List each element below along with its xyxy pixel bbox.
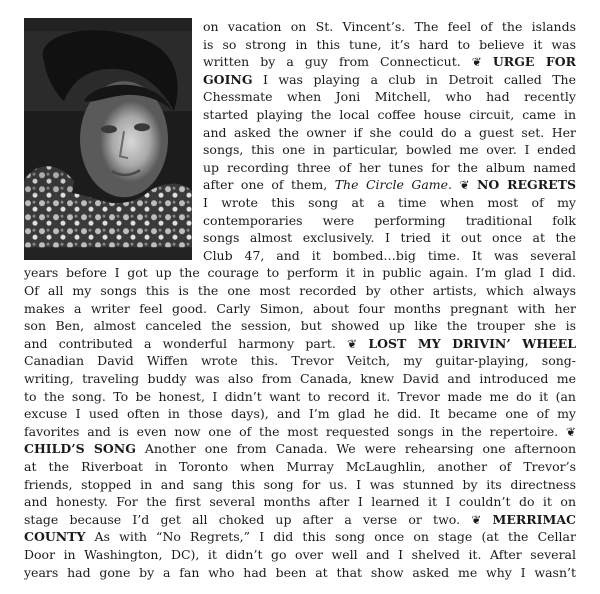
text-line — [203, 124, 576, 142]
text-span: years had gone by a fan who had been at that show asked me why I wasn’t — [24, 564, 576, 580]
text-line — [203, 194, 576, 212]
text-line — [203, 36, 576, 54]
text-span: son Ben, almost canceled the session, but showed up like the trouper she is — [24, 318, 576, 334]
text-line — [203, 229, 576, 247]
text-span: after one of them, — [203, 177, 328, 193]
text-span: makes a writer feel good. Carly Simon, about four months pregnant with her — [24, 300, 576, 316]
text-line — [203, 88, 576, 106]
text-span: up recording three of her tunes for the album named — [203, 159, 576, 175]
text-span: at the Riverboat in Toronto when Murray McLaughlin, another of Trevor’s — [24, 459, 576, 474]
text-line — [24, 546, 576, 564]
text-line — [203, 53, 576, 71]
song-heading: MERRIMAC — [492, 511, 576, 527]
text-span: excuse I used often in those days), and I’m glad he did. It became one of my — [24, 406, 576, 422]
song-heading: LOST MY DRIVIN’ WHEEL — [368, 335, 576, 351]
text-line — [24, 458, 576, 476]
text-line — [24, 300, 576, 318]
text-span: stage because I’d get all choked up after a verse or two. — [24, 511, 461, 527]
text-span: Canadian David Wiffen wrote this. Trevor Veitch, my guitar-playing, song- — [24, 353, 576, 369]
text-span: songs, this one in particular, bowled me over. I ended — [203, 142, 576, 158]
text-line — [24, 511, 576, 529]
fleuron-icon: ❦ — [471, 512, 482, 527]
text-line — [203, 212, 576, 230]
text-line — [24, 388, 576, 406]
text-line — [24, 423, 576, 441]
song-heading: CHILD’S SONG — [24, 441, 136, 457]
text-line — [24, 493, 576, 511]
text-line — [203, 71, 576, 89]
text-span: friends, stopped in and sang this song for us. I was stunned by its directness — [24, 476, 576, 492]
text-span: Club 47, and it bombed…big time. It was several — [203, 247, 576, 263]
song-heading: URGE FOR — [492, 54, 576, 70]
text-span: favorites and is even now one of the most requested songs in the repertoire. — [24, 423, 559, 439]
fleuron-icon: ❦ — [471, 55, 482, 70]
text-line — [24, 440, 576, 458]
text-span: on vacation on St. Vincent’s. The feel of the islands — [203, 19, 576, 34]
text-span: I wrote this song at a time when most of my — [203, 195, 576, 210]
text-line — [24, 352, 576, 370]
text-span: Another one from Canada. We were rehearsing one afternoon — [144, 441, 576, 457]
text-line — [24, 264, 576, 282]
fleuron-icon: ❦ — [565, 424, 576, 439]
song-heading: COUNTY — [24, 529, 86, 545]
song-heading: NO REGRETS — [476, 177, 576, 193]
text-line — [24, 528, 576, 546]
text-line — [203, 106, 576, 124]
text-span: years before I got up the courage to perform it in public again. I’m glad I did. — [24, 265, 576, 281]
text-line — [24, 476, 576, 494]
fleuron-icon: ❦ — [459, 178, 470, 193]
album-title: The Circle Game. — [334, 177, 453, 193]
text-span: and asked the owner if she could do a guest set. Her — [203, 124, 576, 140]
text-line — [203, 141, 576, 159]
fleuron-icon: ❦ — [347, 336, 358, 351]
text-span: contemporaries were performing traditional folk — [203, 212, 576, 228]
text-line — [24, 370, 576, 388]
text-span: I was playing a club in Detroit called The — [263, 71, 576, 87]
text-span: Of all my songs this is the one most recorded by other artists, which always — [24, 283, 576, 298]
text-line — [203, 159, 576, 177]
text-line — [203, 247, 576, 265]
song-heading: GOING — [203, 71, 253, 87]
text-span: is so strong in this tune, it’s hard to believe it was — [203, 36, 576, 52]
text-line — [24, 564, 576, 582]
text-line — [24, 282, 576, 300]
text-span: writing, traveling buddy was also from Canada, knew David and introduced me — [24, 371, 576, 386]
text-span: to the song. To be honest, I didn’t want to record it. Trevor made me do it (an — [24, 388, 576, 404]
text-span: songs almost exclusively. I tried it out once at the — [203, 230, 576, 246]
text-line — [24, 317, 576, 335]
text-span: and contributed a wonderful harmony part. — [24, 335, 336, 351]
text-span: Door in Washington, DC), it didn’t go over well and I shelved it. After several — [24, 547, 576, 562]
text-line — [24, 405, 576, 423]
text-span: As with “No Regrets,” I did this song once on stage (at the Cellar — [94, 529, 576, 545]
text-span: and honesty. For the first several months after I learned it I couldn’t do it on — [24, 494, 576, 510]
text-span: written by a guy from Connecticut. — [203, 54, 461, 70]
text-span: Chessmate when Joni Mitchell, who had recently — [203, 89, 576, 105]
text-line — [24, 335, 576, 353]
text-span: started playing the local coffee house circuit, came in — [203, 107, 576, 122]
text-line — [203, 176, 576, 194]
text-line — [203, 18, 576, 36]
